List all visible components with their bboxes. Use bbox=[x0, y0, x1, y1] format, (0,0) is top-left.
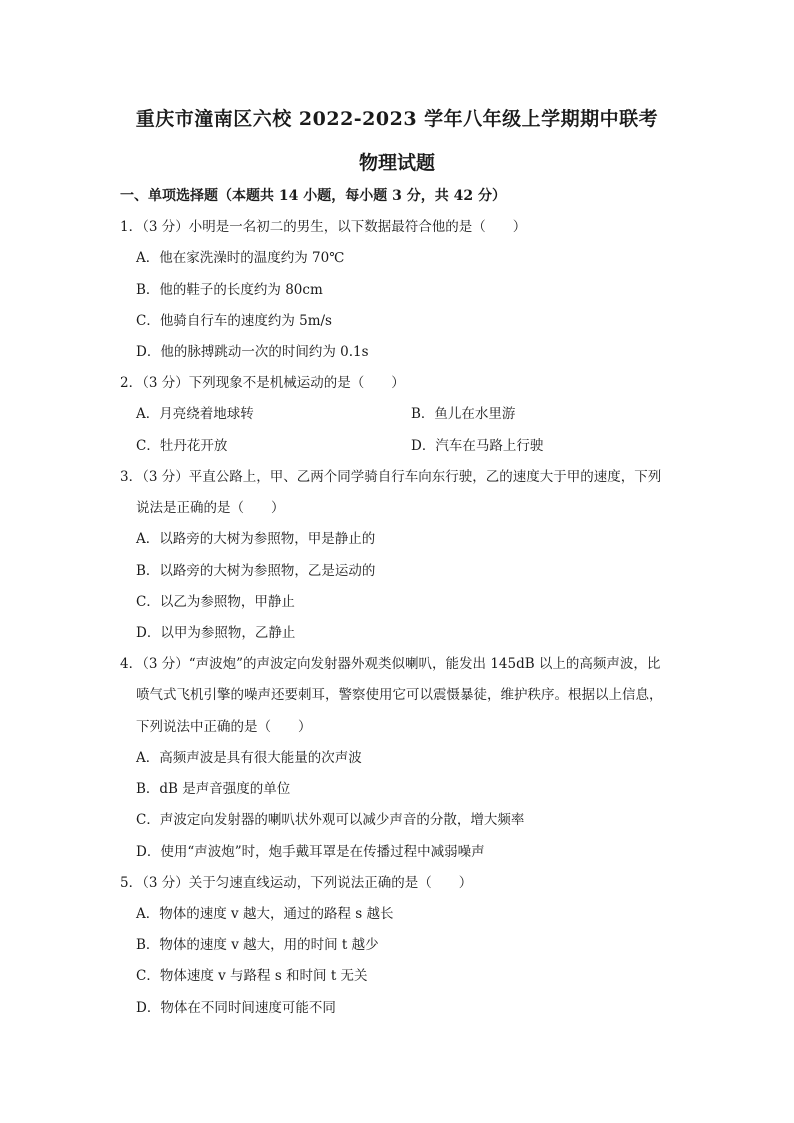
question-4-stem-cont-1: 喷气式飞机引擎的噪声还要刺耳，警察使用它可以震慑暴徒，维护秩序。根据以上信息， bbox=[136, 687, 663, 703]
question-4-option-d: D．使用“声波炮”时，炮手戴耳罩是在传播过程中减弱噪声 bbox=[136, 844, 485, 860]
question-3-stem-cont: 说法是正确的是（ ） bbox=[136, 500, 285, 516]
question-3-option-b: B．以路旁的大树为参照物，乙是运动的 bbox=[136, 563, 376, 579]
question-3-option-c: C．以乙为参照物，甲静止 bbox=[136, 594, 295, 610]
question-5-option-b: B．物体的速度 v 越大，用的时间 t 越少 bbox=[136, 937, 379, 953]
question-2-option-b: B．鱼儿在水里游 bbox=[411, 406, 516, 422]
question-1-option-c: C．他骑自行车的速度约为 5m/s bbox=[136, 313, 332, 329]
question-5-option-d: D．物体在不同时间速度可能不同 bbox=[136, 1000, 336, 1016]
question-1-option-a: A．他在家洗澡时的温度约为 70℃ bbox=[136, 250, 345, 266]
question-5-option-c: C．物体速度 v 与路程 s 和时间 t 无关 bbox=[136, 968, 368, 984]
question-2-option-c: C．牡丹花开放 bbox=[136, 438, 228, 454]
question-4-option-a: A．高频声波是具有很大能量的次声波 bbox=[136, 750, 362, 766]
question-4-stem-cont-2: 下列说法中正确的是（ ） bbox=[136, 719, 312, 735]
question-2-stem: 2．（3 分）下列现象不是机械运动的是（ ） bbox=[120, 375, 405, 391]
question-3-option-d: D．以甲为参照物，乙静止 bbox=[136, 625, 296, 641]
question-2-option-d: D．汽车在马路上行驶 bbox=[411, 438, 544, 454]
question-4-option-c: C．声波定向发射器的喇叭状外观可以减少声音的分散，增大频率 bbox=[136, 812, 525, 828]
exam-title: 重庆市潼南区六校 2022-2023 学年八年级上学期期中联考 bbox=[135, 108, 659, 130]
question-3-option-a: A．以路旁的大树为参照物，甲是静止的 bbox=[136, 531, 376, 547]
question-2-option-a: A．月亮绕着地球转 bbox=[136, 406, 254, 422]
question-5-option-a: A．物体的速度 v 越大，通过的路程 s 越长 bbox=[136, 906, 394, 922]
question-1-option-d: D．他的脉搏跳动一次的时间约为 0.1s bbox=[136, 344, 369, 360]
question-3-stem: 3．（3 分）平直公路上，甲、乙两个同学骑自行车向东行驶，乙的速度大于甲的速度，下列 bbox=[120, 469, 662, 485]
question-5-stem: 5．（3 分）关于匀速直线运动，下列说法正确的是（ ） bbox=[120, 875, 473, 891]
question-1-option-b: B．他的鞋子的长度约为 80cm bbox=[136, 282, 323, 298]
question-4-option-b: B．dB 是声音强度的单位 bbox=[136, 781, 291, 797]
question-1-stem: 1．（3 分）小明是一名初二的男生，以下数据最符合他的是（ ） bbox=[120, 219, 527, 235]
exam-subtitle: 物理试题 bbox=[358, 152, 435, 174]
section-heading: 一、单项选择题（本题共 14 小题，每小题 3 分，共 42 分） bbox=[120, 188, 506, 204]
question-4-stem: 4．（3 分）“声波炮”的声波定向发射器外观类似喇叭，能发出 145dB 以上的高频声波，比 bbox=[120, 656, 661, 672]
